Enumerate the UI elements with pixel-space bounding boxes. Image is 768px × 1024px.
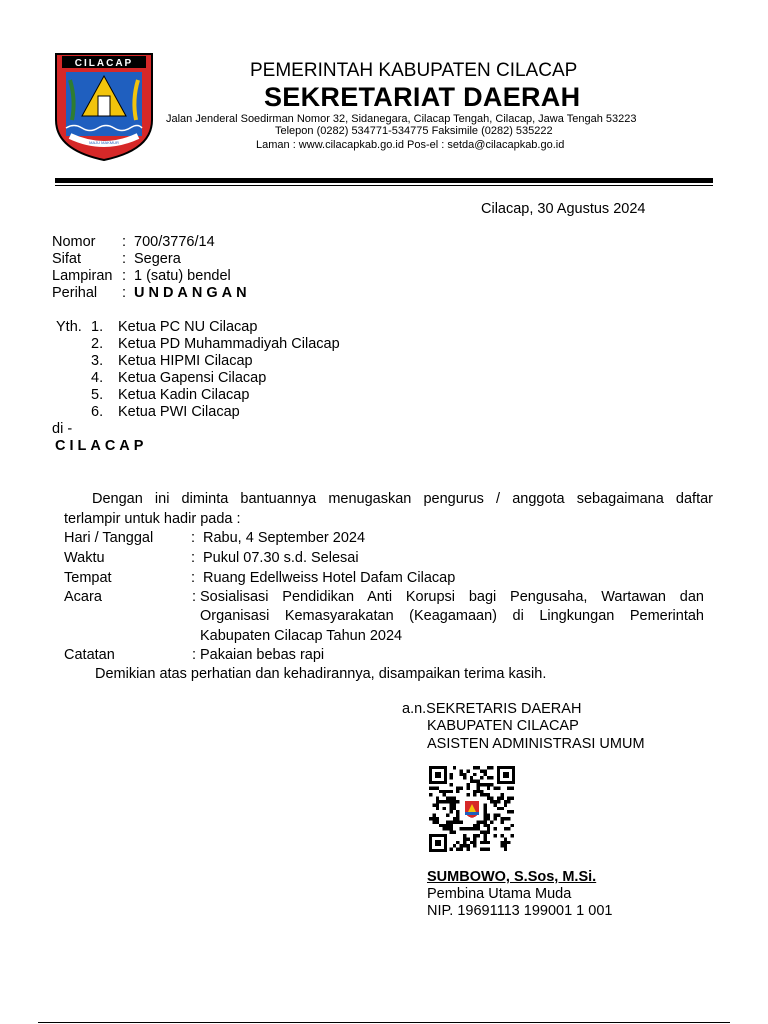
recipient-name: Ketua PC NU Cilacap	[118, 319, 258, 335]
qr-module	[456, 810, 459, 813]
recipient-number: 5.	[91, 387, 104, 403]
qr-module	[463, 776, 466, 779]
qr-module	[449, 800, 452, 803]
qr-module	[453, 817, 456, 820]
qr-module	[487, 793, 490, 796]
qr-module	[477, 834, 480, 837]
qr-module	[504, 817, 507, 820]
qr-module	[477, 820, 480, 823]
logo-text: CILACAP	[74, 58, 134, 69]
letter-date: Cilacap, 30 Agustus 2024	[481, 201, 646, 217]
qr-module	[473, 837, 476, 840]
qr-module	[504, 827, 507, 830]
qr-module	[449, 807, 452, 810]
qr-module	[483, 803, 486, 806]
qr-module	[473, 834, 476, 837]
qr-module	[507, 810, 510, 813]
qr-module	[443, 827, 446, 830]
qr-module	[439, 824, 442, 827]
detail-value-date: Rabu, 4 September 2024	[203, 530, 366, 546]
qr-module	[456, 786, 459, 789]
qr-module	[449, 824, 452, 827]
qr-module	[504, 803, 507, 806]
detail-value-time: Pukul 07.30 s.d. Selesai	[203, 550, 359, 566]
qr-module	[473, 841, 476, 844]
recipient-name: Ketua Gapensi Cilacap	[118, 370, 267, 386]
qr-module	[477, 790, 480, 793]
qr-module	[463, 834, 466, 837]
qr-module	[494, 834, 497, 837]
qr-module	[453, 807, 456, 810]
qr-module	[511, 810, 514, 813]
qr-module	[477, 824, 480, 827]
qr-module	[487, 776, 490, 779]
qr-module	[487, 786, 490, 789]
qr-module	[483, 807, 486, 810]
qr-module	[443, 790, 446, 793]
detail-label-date: Hari / Tanggal	[64, 530, 154, 546]
recipient-number: 6.	[91, 404, 104, 420]
qr-module	[490, 783, 493, 786]
qr-module	[490, 800, 493, 803]
qr-module	[449, 848, 452, 851]
intro-paragraph-line2: terlampir untuk hadir pada :	[64, 511, 241, 527]
qr-module	[507, 841, 510, 844]
qr-module	[453, 803, 456, 806]
qr-module	[500, 807, 503, 810]
qr-module	[453, 797, 456, 800]
qr-module	[446, 790, 449, 793]
qr-module	[490, 776, 493, 779]
qr-module	[483, 814, 486, 817]
qr-module	[463, 841, 466, 844]
qr-module	[494, 800, 497, 803]
qr-module	[500, 834, 503, 837]
qr-module	[466, 769, 469, 772]
recipient-prefix: Yth.	[56, 319, 82, 335]
qr-module	[473, 793, 476, 796]
qr-module	[439, 800, 442, 803]
detail-colon: :	[191, 570, 196, 586]
recipient-name: Ketua Kadin Cilacap	[118, 387, 250, 403]
qr-module	[483, 783, 486, 786]
qr-module	[494, 814, 497, 817]
signatory-title-line2: KABUPATEN CILACAP	[427, 718, 579, 734]
qr-module	[480, 793, 483, 796]
meta-label-sifat: Sifat	[52, 251, 82, 267]
qr-code-signature	[429, 766, 515, 852]
detail-label-note: Catatan	[64, 647, 115, 663]
recipient-place: CILACAP	[55, 438, 148, 454]
qr-module	[449, 820, 452, 823]
qr-module	[449, 773, 452, 776]
qr-module	[490, 797, 493, 800]
qr-module	[511, 824, 514, 827]
qr-module	[483, 773, 486, 776]
qr-module	[487, 814, 490, 817]
qr-module	[429, 786, 432, 789]
meta-colon: :	[122, 251, 127, 267]
qr-module	[483, 793, 486, 796]
qr-module	[470, 776, 473, 779]
qr-module	[456, 814, 459, 817]
qr-module	[490, 820, 493, 823]
qr-module	[504, 841, 507, 844]
header-divider-thick	[55, 178, 713, 183]
qr-module	[473, 824, 476, 827]
qr-module	[497, 797, 500, 800]
qr-module	[460, 773, 463, 776]
qr-module	[449, 783, 452, 786]
qr-module	[483, 837, 486, 840]
qr-module	[443, 824, 446, 827]
qr-module	[432, 803, 435, 806]
qr-module	[432, 820, 435, 823]
qr-module	[453, 844, 456, 847]
detail-label-time: Waktu	[64, 550, 105, 566]
signatory-title-line3: ASISTEN ADMINISTRASI UMUM	[427, 736, 645, 752]
qr-module	[480, 776, 483, 779]
qr-module	[483, 834, 486, 837]
qr-module	[446, 800, 449, 803]
qr-module	[487, 841, 490, 844]
qr-module	[466, 837, 469, 840]
meta-label-perihal: Perihal	[52, 285, 98, 301]
page-bottom-rule	[38, 1022, 730, 1023]
qr-module	[449, 790, 452, 793]
qr-module	[487, 824, 490, 827]
logo-motto: MAJU MAKMUR	[89, 140, 119, 145]
qr-module	[497, 786, 500, 789]
qr-module	[487, 848, 490, 851]
address-line: Jalan Jenderal Soedirman Nomor 32, Sidanegara, Cilacap Tengah, Cilacap, Jawa Tengah 53223	[166, 113, 637, 125]
qr-module	[480, 783, 483, 786]
qr-module	[500, 793, 503, 796]
qr-module	[446, 824, 449, 827]
qr-module	[463, 827, 466, 830]
qr-module	[480, 848, 483, 851]
qr-module	[466, 786, 469, 789]
qr-module	[504, 844, 507, 847]
qr-module	[473, 827, 476, 830]
qr-module	[449, 776, 452, 779]
qr-module	[466, 827, 469, 830]
qr-module	[500, 844, 503, 847]
qr-module	[456, 841, 459, 844]
meta-value-sifat: Segera	[134, 251, 181, 267]
qr-module	[483, 841, 486, 844]
qr-module	[466, 848, 469, 851]
qr-module	[432, 817, 435, 820]
qr-module	[439, 790, 442, 793]
qr-module	[500, 817, 503, 820]
recipient-number: 1.	[91, 319, 104, 335]
detail-colon: :	[191, 530, 196, 546]
qr-module	[429, 793, 432, 796]
qr-module	[487, 797, 490, 800]
qr-module	[480, 769, 483, 772]
qr-module	[470, 841, 473, 844]
meta-value-lampiran: 1 (satu) bendel	[134, 268, 231, 284]
qr-module	[436, 820, 439, 823]
recipient-number: 4.	[91, 370, 104, 386]
qr-module	[473, 790, 476, 793]
qr-module	[507, 800, 510, 803]
meta-colon: :	[122, 285, 127, 301]
qr-module	[477, 780, 480, 783]
qr-module	[429, 817, 432, 820]
qr-module	[436, 786, 439, 789]
qr-module	[507, 827, 510, 830]
qr-module	[473, 773, 476, 776]
intro-paragraph-line1: Dengan ini diminta bantuannya menugaskan pengurus / anggota sebagaimana daftar	[92, 491, 713, 507]
qr-module	[500, 841, 503, 844]
detail-colon: :	[192, 589, 197, 605]
detail-value-event-line2: Organisasi Kemasyarakatan (Keagamaan) di Lingkungan Pemerintah	[200, 608, 704, 624]
qr-module	[477, 786, 480, 789]
qr-module	[497, 800, 500, 803]
qr-module	[466, 793, 469, 796]
qr-module	[460, 844, 463, 847]
qr-module	[470, 780, 473, 783]
qr-module	[460, 820, 463, 823]
qr-module	[432, 814, 435, 817]
qr-module	[507, 786, 510, 789]
meta-colon: :	[122, 268, 127, 284]
qr-module	[436, 803, 439, 806]
meta-value-perihal: UNDANGAN	[134, 285, 251, 301]
qr-module	[460, 827, 463, 830]
qr-module	[456, 848, 459, 851]
detail-value-event-line1: Sosialisasi Pendidikan Anti Korupsi bagi Pengusaha, Wartawan dan	[200, 589, 704, 605]
qr-module	[490, 766, 493, 769]
header-divider-thin	[55, 185, 713, 186]
detail-label-event: Acara	[64, 589, 102, 605]
qr-module	[463, 773, 466, 776]
phone-line: Telepon (0282) 534771-534775 Faksimile (0282) 535222	[275, 125, 553, 137]
qr-module	[504, 800, 507, 803]
qr-module	[487, 817, 490, 820]
web-email-line: Laman : www.cilacapkab.go.id Pos-el : setda@cilacapkab.go.id	[256, 139, 565, 151]
qr-module	[449, 797, 452, 800]
qr-module	[432, 786, 435, 789]
qr-module	[456, 817, 459, 820]
qr-module	[466, 844, 469, 847]
qr-module	[453, 820, 456, 823]
qr-module	[449, 827, 452, 830]
qr-module	[480, 841, 483, 844]
qr-module	[446, 797, 449, 800]
recipient-name: Ketua PWI Cilacap	[118, 404, 240, 420]
qr-module	[494, 786, 497, 789]
qr-module	[460, 848, 463, 851]
meta-value-nomor: 700/3776/14	[134, 234, 215, 250]
qr-module	[494, 817, 497, 820]
qr-module	[511, 797, 514, 800]
qr-module	[483, 831, 486, 834]
qr-module	[497, 814, 500, 817]
qr-module	[487, 831, 490, 834]
recipient-name: Ketua PD Muhammadiyah Cilacap	[118, 336, 340, 352]
qr-module	[463, 837, 466, 840]
qr-module	[480, 831, 483, 834]
qr-module	[487, 827, 490, 830]
qr-module	[453, 831, 456, 834]
qr-module	[497, 807, 500, 810]
detail-value-place: Ruang Edellweiss Hotel Dafam Cilacap	[203, 570, 456, 586]
qr-module	[480, 790, 483, 793]
qr-module	[483, 817, 486, 820]
signatory-name: SUMBOWO, S.Sos, M.Si.	[427, 869, 597, 885]
meta-colon: :	[122, 234, 127, 250]
meta-label-nomor: Nomor	[52, 234, 96, 250]
qr-module	[446, 820, 449, 823]
qr-module	[453, 800, 456, 803]
detail-colon: :	[191, 550, 196, 566]
signatory-rank: Pembina Utama Muda	[427, 886, 572, 902]
qr-module	[473, 766, 476, 769]
detail-value-event-line3: Kabupaten Cilacap Tahun 2024	[200, 628, 403, 644]
qr-module	[470, 827, 473, 830]
signatory-nip: NIP. 19691113 199001 1 001	[427, 903, 613, 919]
qr-module	[460, 769, 463, 772]
qr-module	[494, 803, 497, 806]
qr-module	[443, 800, 446, 803]
qr-module	[453, 766, 456, 769]
recipient-name: Ketua HIPMI Cilacap	[118, 353, 253, 369]
qr-module	[463, 844, 466, 847]
closing-sentence: Demikian atas perhatian dan kehadirannya, disampaikan terima kasih.	[95, 666, 547, 682]
qr-module	[504, 837, 507, 840]
qr-module	[477, 766, 480, 769]
qr-module	[466, 783, 469, 786]
qr-module	[446, 827, 449, 830]
qr-module	[494, 827, 497, 830]
qr-module	[456, 790, 459, 793]
qr-module	[436, 800, 439, 803]
detail-value-note: Pakaian bebas rapi	[200, 647, 325, 663]
qr-module	[477, 827, 480, 830]
qr-module	[511, 786, 514, 789]
qr-module	[511, 834, 514, 837]
qr-module	[500, 820, 503, 823]
detail-label-place: Tempat	[64, 570, 112, 586]
qr-module	[477, 783, 480, 786]
qr-module	[446, 814, 449, 817]
qr-module	[443, 793, 446, 796]
qr-module	[480, 820, 483, 823]
qr-module	[449, 803, 452, 806]
qr-module	[436, 797, 439, 800]
qr-module	[436, 817, 439, 820]
qr-module	[487, 783, 490, 786]
government-name: PEMERINTAH KABUPATEN CILACAP	[250, 60, 578, 81]
qr-module	[483, 824, 486, 827]
signatory-title-line1: a.n.SEKRETARIS DAERAH	[402, 701, 582, 717]
qr-module	[483, 769, 486, 772]
recipient-di: di -	[52, 421, 73, 437]
qr-module	[483, 820, 486, 823]
qr-module	[443, 807, 446, 810]
department-name: SEKRETARIAT DAERAH	[264, 82, 581, 112]
qr-module	[473, 780, 476, 783]
recipient-number: 3.	[91, 353, 104, 369]
qr-module	[507, 797, 510, 800]
qr-module	[449, 831, 452, 834]
qr-module	[473, 844, 476, 847]
qr-module	[504, 848, 507, 851]
qr-module	[436, 807, 439, 810]
qr-module	[500, 797, 503, 800]
recipient-number: 2.	[91, 336, 104, 352]
qr-module	[449, 810, 452, 813]
qr-module	[456, 820, 459, 823]
qr-module	[483, 810, 486, 813]
qr-module	[456, 800, 459, 803]
detail-colon: :	[192, 647, 197, 663]
qr-module	[507, 817, 510, 820]
qr-module	[483, 848, 486, 851]
qr-module	[487, 766, 490, 769]
cilacap-coat-of-arms-logo	[52, 50, 156, 162]
meta-label-lampiran: Lampiran	[52, 268, 113, 284]
qr-module	[460, 786, 463, 789]
